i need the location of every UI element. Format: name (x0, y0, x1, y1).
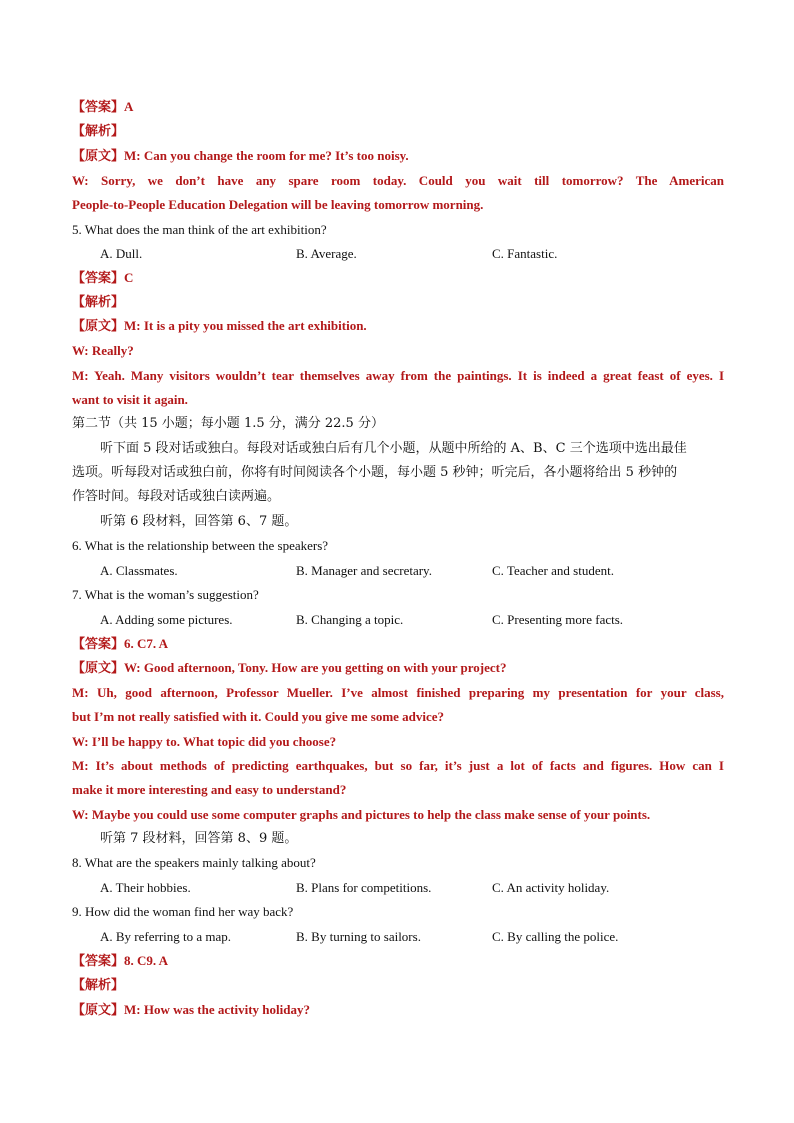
answer-line: 【答案】C (72, 270, 134, 285)
option-a: A. Classmates. (100, 563, 178, 578)
option-b: B. Plans for competitions. (296, 880, 432, 895)
option-c: C. Teacher and student. (492, 563, 614, 578)
material-heading: 听第 6 段材料，回答第 6、7 题。 (100, 514, 298, 529)
question-9: 9. How did the woman find her way back? (72, 904, 294, 919)
section-heading: 第二节（共 15 小题；每小题 1.5 分，满分 22.5 分） (72, 416, 384, 431)
instructions-line: 作答时间。每段对话或独白读两遍。 (72, 489, 281, 504)
transcript-line: M: Uh, good afternoon, Professor Mueller. I’ve almost finished preparing my presentation for your class, (72, 685, 724, 700)
question-7: 7. What is the woman’s suggestion? (72, 587, 259, 602)
option-c: C. Fantastic. (492, 246, 558, 261)
question-6: 6. What is the relationship between the speakers? (72, 538, 329, 553)
answer-line: 【答案】A (72, 99, 134, 114)
option-a: A. Adding some pictures. (100, 612, 233, 627)
option-c: C. An activity holiday. (492, 880, 610, 895)
material-heading: 听第 7 段材料，回答第 8、9 题。 (100, 831, 298, 846)
answer-line: 【答案】6. C7. A (72, 636, 169, 651)
option-b: B. Manager and secretary. (296, 563, 432, 578)
transcript-line: 【原文】M: It is a pity you missed the art exhibition. (72, 318, 367, 333)
option-a: A. Dull. (100, 246, 143, 261)
option-b: B. Changing a topic. (296, 612, 404, 627)
transcript-line: W: Sorry, we don’t have any spare room today. Could you wait till tomorrow? The American (72, 173, 724, 188)
instructions-line: 听下面 5 段对话或独白。每段对话或独白后有几个小题，从题中所给的 A、B、C 三个选项中选出最佳 (100, 441, 687, 456)
option-b: B. By turning to sailors. (296, 929, 421, 944)
answer-line: 【答案】8. C9. A (72, 953, 169, 968)
transcript-line: 【原文】M: How was the activity holiday? (72, 1002, 310, 1017)
option-b: B. Average. (296, 246, 357, 261)
question-8: 8. What are the speakers mainly talking about? (72, 855, 316, 870)
option-c: C. Presenting more facts. (492, 612, 624, 627)
transcript-line: 【原文】W: Good afternoon, Tony. How are you getting on with your project? (72, 660, 507, 675)
transcript-line: People-to-People Education Delegation will be leaving tomorrow morning. (72, 197, 484, 212)
transcript-line: but I’m not really satisfied with it. Could you give me some advice? (72, 709, 445, 724)
transcript-line: W: Really? (72, 343, 134, 358)
transcript-line: M: It’s about methods of predicting earthquakes, but so far, it’s just a lot of facts and figures. How can I (72, 758, 724, 773)
analysis-label: 【解析】 (72, 977, 125, 992)
analysis-label: 【解析】 (72, 123, 125, 138)
option-a: A. By referring to a map. (100, 929, 232, 944)
instructions-line: 选项。听每段对话或独白前，你将有时间阅读各个小题，每小题 5 秒钟；听完后，各小题将给出 5 秒钟的 (72, 465, 678, 480)
transcript-line: 【原文】M: Can you change the room for me? It’s too noisy. (72, 148, 409, 163)
transcript-line: make it more interesting and easy to understand? (72, 782, 347, 797)
option-c: C. By calling the police. (492, 929, 619, 944)
transcript-line: W: Maybe you could use some computer graphs and pictures to help the class make sense of your points. (72, 807, 651, 822)
option-a: A. Their hobbies. (100, 880, 191, 895)
transcript-line: W: I’ll be happy to. What topic did you choose? (72, 734, 337, 749)
transcript-line: want to visit it again. (72, 392, 188, 407)
question-5: 5. What does the man think of the art exhibition? (72, 222, 327, 237)
analysis-label: 【解析】 (72, 294, 125, 309)
transcript-line: M: Yeah. Many visitors wouldn’t tear themselves away from the paintings. It is indeed a great feast of eyes. I (72, 368, 724, 383)
